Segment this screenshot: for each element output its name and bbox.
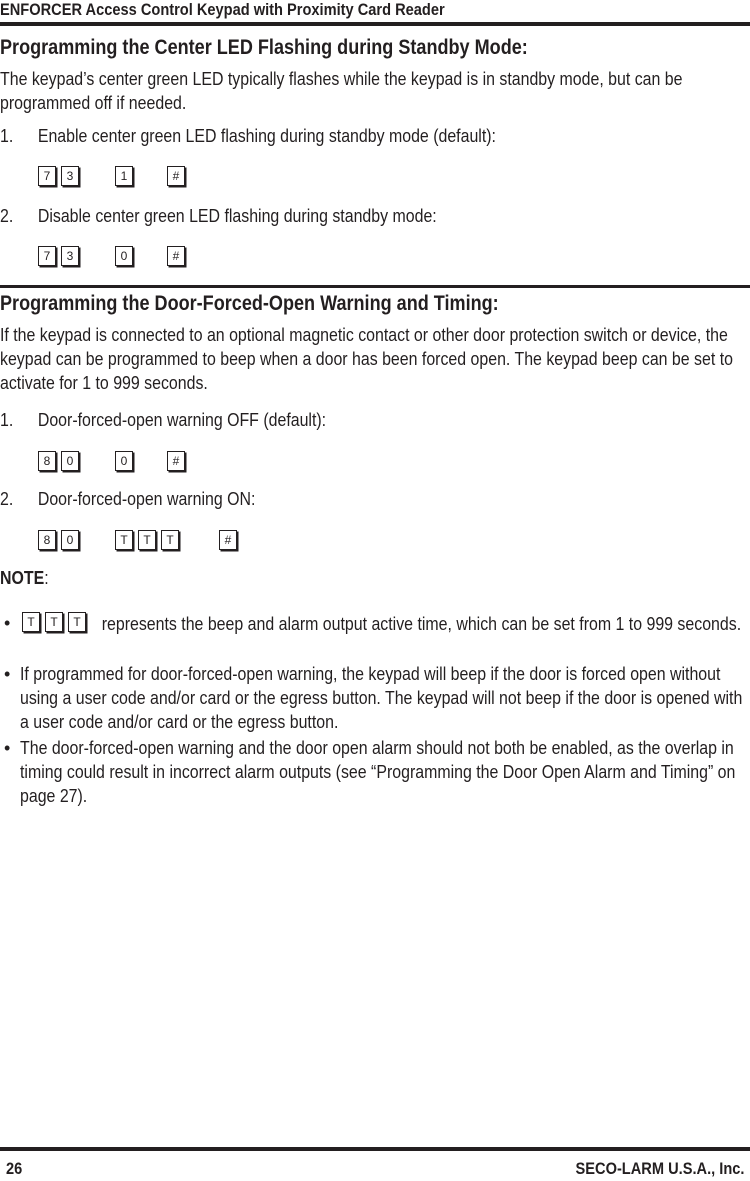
page-number: 26	[6, 1159, 23, 1178]
key-0: 0	[61, 451, 79, 471]
key-t: T	[115, 530, 133, 550]
step-text: Door-forced-open warning OFF (default):	[37, 409, 327, 430]
footer-rule	[0, 1147, 750, 1151]
key-hash: #	[167, 246, 185, 266]
step-number: 1.	[0, 409, 14, 430]
key-hash: #	[167, 451, 185, 471]
section2-heading: Programming the Door-Forced-Open Warning and Timing:	[0, 292, 499, 315]
bullet-marker: •	[4, 738, 11, 758]
section2-step-2	[0, 487, 255, 511]
section1-step-2	[0, 204, 437, 228]
section2-step-1	[0, 408, 326, 432]
key-0: 0	[61, 530, 79, 550]
key-8: 8	[38, 451, 56, 471]
note-label: NOTE:	[0, 567, 49, 588]
header-title: ENFORCER Access Control Keypad with Proximity Card Reader	[0, 0, 445, 19]
footer-brand: SECO-LARM U.S.A., Inc.	[575, 1159, 744, 1178]
key-t: T	[161, 530, 179, 550]
note-bullet-3: The door-forced-open warning and the door open alarm should not both be enabled, as the overlap in timing could result in incorrect alarm outputs (see “Programming the Door Open Alarm and Timing” on page 27).	[20, 737, 736, 806]
key-t: T	[68, 612, 86, 632]
key-t: T	[138, 530, 156, 550]
key-t: T	[45, 612, 63, 632]
key-8: 8	[38, 530, 56, 550]
key-hash: #	[219, 530, 237, 550]
bullet-marker: •	[4, 613, 11, 633]
header-rule	[0, 22, 750, 26]
bullet-marker: •	[4, 664, 11, 684]
key-7: 7	[38, 246, 56, 266]
key-hash: #	[167, 166, 185, 186]
step-number: 1.	[0, 125, 14, 146]
key-t: T	[22, 612, 40, 632]
section1-step-1	[0, 124, 496, 148]
step-number: 2.	[0, 488, 14, 509]
note-bullet-2: If programmed for door-forced-open warning, the keypad will beep if the door is forced open without using a user code and/or card or the egress button. The keypad will not beep if the door is opened with a user code and/or card or the egress button.	[20, 663, 743, 732]
step-number: 2.	[0, 205, 14, 226]
key-3: 3	[61, 166, 79, 186]
section2-intro: If the keypad is connected to an optional magnetic contact or other door protection switch or device, the keypad can be programmed to beep when a door has been forced open. The keypad beep can be set to activate for 1 to 999 seconds.	[0, 324, 733, 393]
key-1: 1	[115, 166, 133, 186]
section1-intro: The keypad’s center green LED typically flashes while the keypad is in standby mode, but can be programmed off if needed.	[0, 68, 683, 113]
step-text: Door-forced-open warning ON:	[37, 488, 256, 509]
key-7: 7	[38, 166, 56, 186]
step-text: Disable center green LED flashing during standby mode:	[37, 205, 437, 226]
document-header	[0, 0, 517, 20]
key-0: 0	[115, 451, 133, 471]
note-bullet-1: represents the beep and alarm output active time, which can be set from 1 to 999 seconds.	[101, 613, 742, 634]
section-rule	[0, 285, 750, 288]
key-0: 0	[115, 246, 133, 266]
step-text: Enable center green LED flashing during standby mode (default):	[37, 125, 496, 146]
key-3: 3	[61, 246, 79, 266]
section1-heading: Programming the Center LED Flashing during Standby Mode:	[0, 36, 528, 59]
